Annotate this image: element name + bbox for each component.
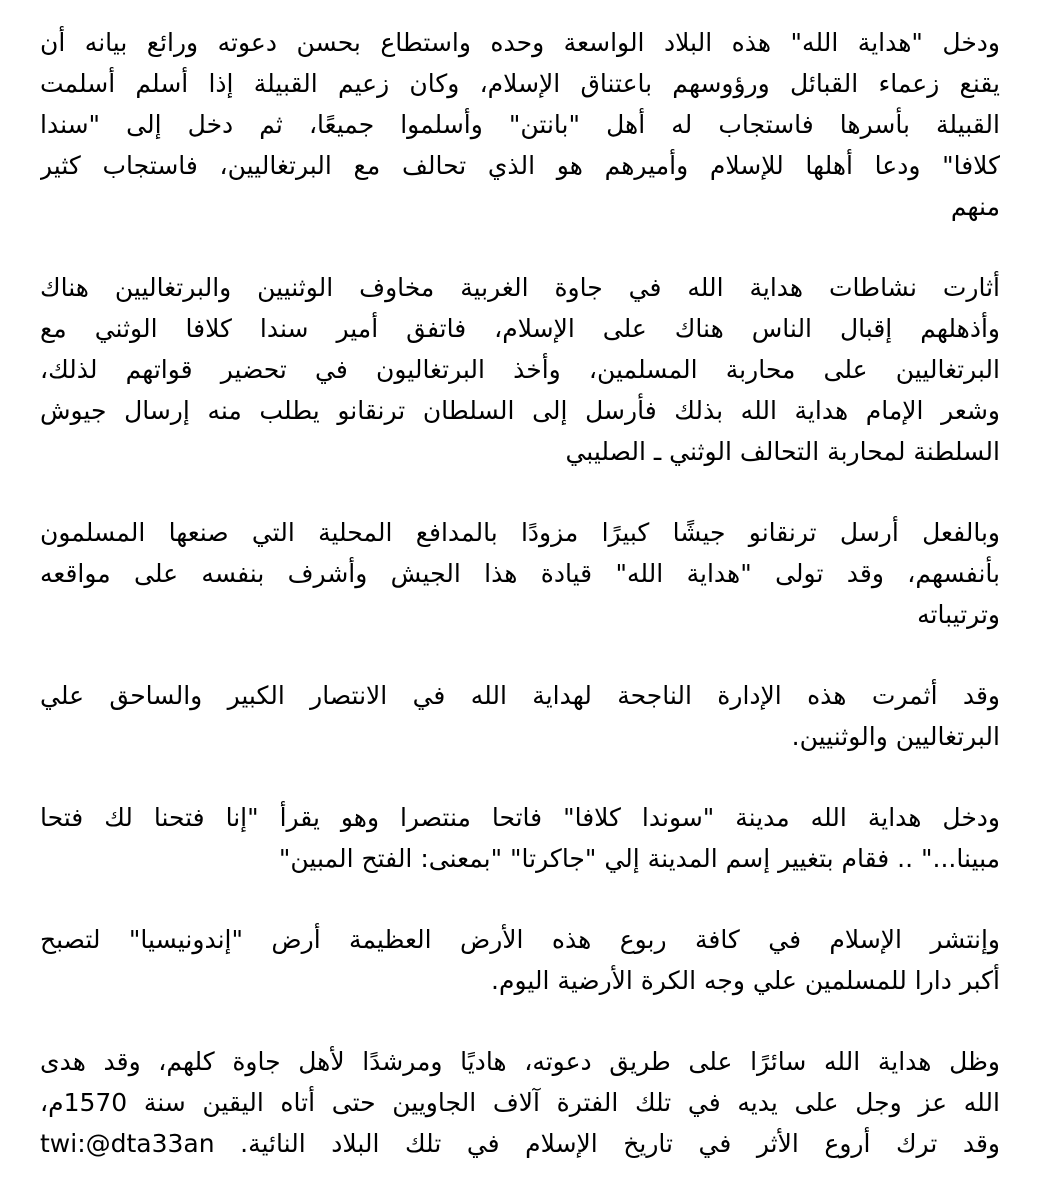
paragraph-gap — [40, 227, 1000, 267]
text-line: القبيلة بأسرها فاستجاب له أهل "بانتن" وأسلموا جميعًا، ثم دخل إلى "سندا — [40, 110, 1000, 139]
text-line: مبينا..." .. فقام بتغيير إسم المدينة إلي "جاكرتا" "بمعنى: الفتح المبين" — [278, 844, 1000, 873]
text-line: البرتغاليين على محاربة المسلمين، وأخذ البرتغاليون في تحضير قواتهم لذلك، — [40, 355, 1000, 384]
text-line: الله عز وجل على يديه في تلك الفترة آلاف الجاويين حتى أتاه اليقين سنة 1570م، — [40, 1088, 1000, 1117]
document-body — [40, 22, 1000, 1164]
paragraph-gap — [40, 757, 1000, 797]
paragraph-1 — [40, 22, 1000, 227]
paragraph-gap — [40, 879, 1000, 919]
text-line: ودخل هداية الله مدينة "سوندا كلافا" فاتحا منتصرا وهو يقرأ "إنا فتحنا لك فتحا — [40, 803, 1000, 832]
text-line: وظل هداية الله سائرًا على طريق دعوته، هاديًا ومرشدًا لأهل جاوة كلهم، وقد هدى — [40, 1047, 1000, 1076]
text-line: أكبر دارا للمسلمين علي وجه الكرة الأرضية اليوم. — [491, 966, 1000, 995]
paragraph-6 — [40, 919, 1000, 1001]
text-line: وقد أثمرت هذه الإدارة الناجحة لهداية الله في الانتصار الكبير والساحق علي — [40, 681, 1000, 710]
text-line: وبالفعل أرسل ترنقانو جيشًا كبيرًا مزودًا بالمدافع المحلية التي صنعها المسلمون — [40, 518, 1000, 547]
text-line: ودخل "هداية الله" هذه البلاد الواسعة وحده واستطاع بحسن دعوته ورائع بيانه أن — [40, 28, 1000, 57]
text-line: وترتيباته — [917, 600, 1000, 629]
signature: twi:@dta33an — [40, 1129, 215, 1158]
text-line: أثارت نشاطات هداية الله في جاوة الغربية مخاوف الوثنيين والبرتغاليين هناك — [40, 273, 1000, 302]
paragraph-3 — [40, 512, 1000, 635]
text-line: كلافا" ودعا أهلها للإسلام وأميرهم هو الذي تحالف مع البرتغاليين، فاستجاب كثير — [40, 151, 1000, 180]
text-line: وإنتشر الإسلام في كافة ربوع هذه الأرض العظيمة أرض "إندونيسيا" لتصبح — [40, 925, 1000, 954]
text-line: وأذهلهم إقبال الناس هناك على الإسلام، فاتفق أمير سندا كلافا الوثني مع — [40, 314, 1000, 343]
text-line: وشعر الإمام هداية الله بذلك فأرسل إلى السلطان ترنقانو يطلب منه إرسال جيوش — [40, 396, 1000, 425]
paragraph-7 — [40, 1041, 1000, 1164]
paragraph-5 — [40, 797, 1000, 879]
text-line: بأنفسهم، وقد تولى "هداية الله" قيادة هذا الجيش وأشرف بنفسه على مواقعه — [40, 559, 1000, 588]
text-line: منهم — [950, 192, 1000, 221]
paragraph-2 — [40, 267, 1000, 472]
text-line: يقنع زعماء القبائل ورؤوسهم باعتناق الإسلام، وكان زعيم القبيلة إذا أسلم أسلمت — [40, 69, 1000, 98]
paragraph-gap — [40, 1001, 1000, 1041]
text-line: وقد ترك أروع الأثر في تاريخ الإسلام في تلك البلاد النائية. — [240, 1129, 1000, 1158]
text-line: البرتغاليين والوثنيين. — [791, 722, 1000, 751]
text-line-with-signature — [40, 1123, 1000, 1164]
paragraph-gap — [40, 635, 1000, 675]
text-line: السلطنة لمحاربة التحالف الوثني ـ الصليبي — [565, 437, 1000, 466]
paragraph-gap — [40, 472, 1000, 512]
paragraph-4 — [40, 675, 1000, 757]
